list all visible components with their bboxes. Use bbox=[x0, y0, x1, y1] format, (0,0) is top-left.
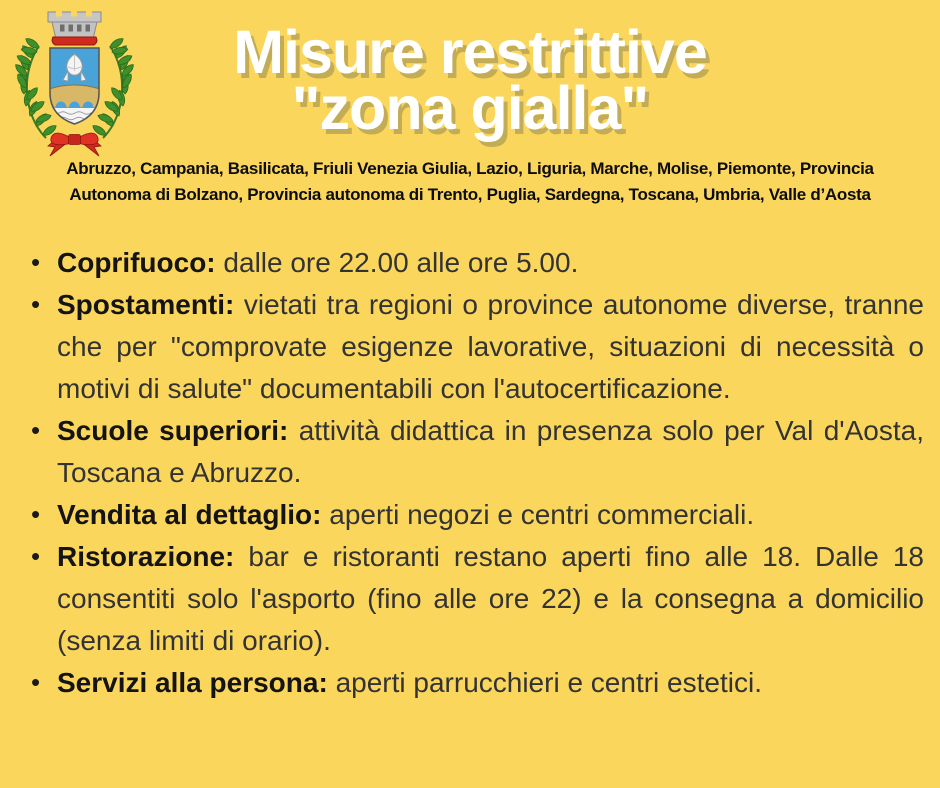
page-title-line2: "zona gialla" bbox=[291, 74, 649, 142]
bullet-icon: • bbox=[31, 541, 41, 571]
item-text: vietati tra regioni o province autonome diverse, tranne che per "comprovate esigenze lavorative, situazioni di necessità o motivi di salute" documentabili con l'autocertificazione. bbox=[57, 289, 924, 404]
municipal-coat-of-arms bbox=[8, 4, 141, 162]
item-term: Servizi alla persona: bbox=[57, 667, 328, 698]
list-item bbox=[30, 662, 924, 704]
page-title-line1: Misure restrittive bbox=[233, 18, 707, 86]
bullet-icon: • bbox=[31, 289, 41, 319]
regions-subtitle-line2: Autonoma di Bolzano, Provincia autonoma di Trento, Puglia, Sardegna, Toscana, Umbria, Valle d’Aosta bbox=[69, 185, 871, 204]
shield-icon bbox=[46, 46, 103, 131]
list-item bbox=[30, 242, 924, 284]
item-text: dalle ore 22.00 alle ore 5.00. bbox=[223, 247, 579, 278]
mural-crown-icon bbox=[48, 12, 101, 46]
item-term: Coprifuoco: bbox=[57, 247, 216, 278]
bullet-icon: • bbox=[31, 499, 41, 529]
bullet-icon: • bbox=[31, 247, 41, 277]
item-text: attività didattica in presenza solo per Val d'Aosta, Toscana e Abruzzo. bbox=[57, 415, 924, 488]
bridge-icon bbox=[46, 85, 103, 108]
item-term: Scuole superiori: bbox=[57, 415, 289, 446]
regions-subtitle-line1: Abruzzo, Campania, Basilicata, Friuli Venezia Giulia, Lazio, Liguria, Marche, Molise, Piemonte, Provincia bbox=[66, 159, 874, 178]
bullet-icon: • bbox=[31, 415, 41, 445]
item-term: Vendita al dettaglio: bbox=[57, 499, 322, 530]
list-item bbox=[30, 284, 924, 410]
bullet-icon: • bbox=[31, 667, 41, 697]
item-text: aperti parrucchieri e centri estetici. bbox=[335, 667, 762, 698]
ribbon-icon bbox=[48, 133, 101, 156]
coat-of-arms-icon bbox=[8, 4, 141, 162]
list-item bbox=[30, 410, 924, 494]
item-text: aperti negozi e centri commerciali. bbox=[329, 499, 755, 530]
list-item bbox=[30, 536, 924, 662]
item-term: Spostamenti: bbox=[57, 289, 235, 320]
item-text: bar e ristoranti restano aperti fino alle 18. Dalle 18 consentiti solo l'asporto (fino alle ore 22) e la consegna a domicilio (senza limiti di orario). bbox=[57, 541, 925, 656]
item-term: Ristorazione: bbox=[57, 541, 235, 572]
page-title bbox=[0, 0, 940, 142]
regions-subtitle bbox=[0, 156, 940, 208]
list-item bbox=[30, 494, 924, 536]
restrictions-list bbox=[30, 242, 924, 704]
